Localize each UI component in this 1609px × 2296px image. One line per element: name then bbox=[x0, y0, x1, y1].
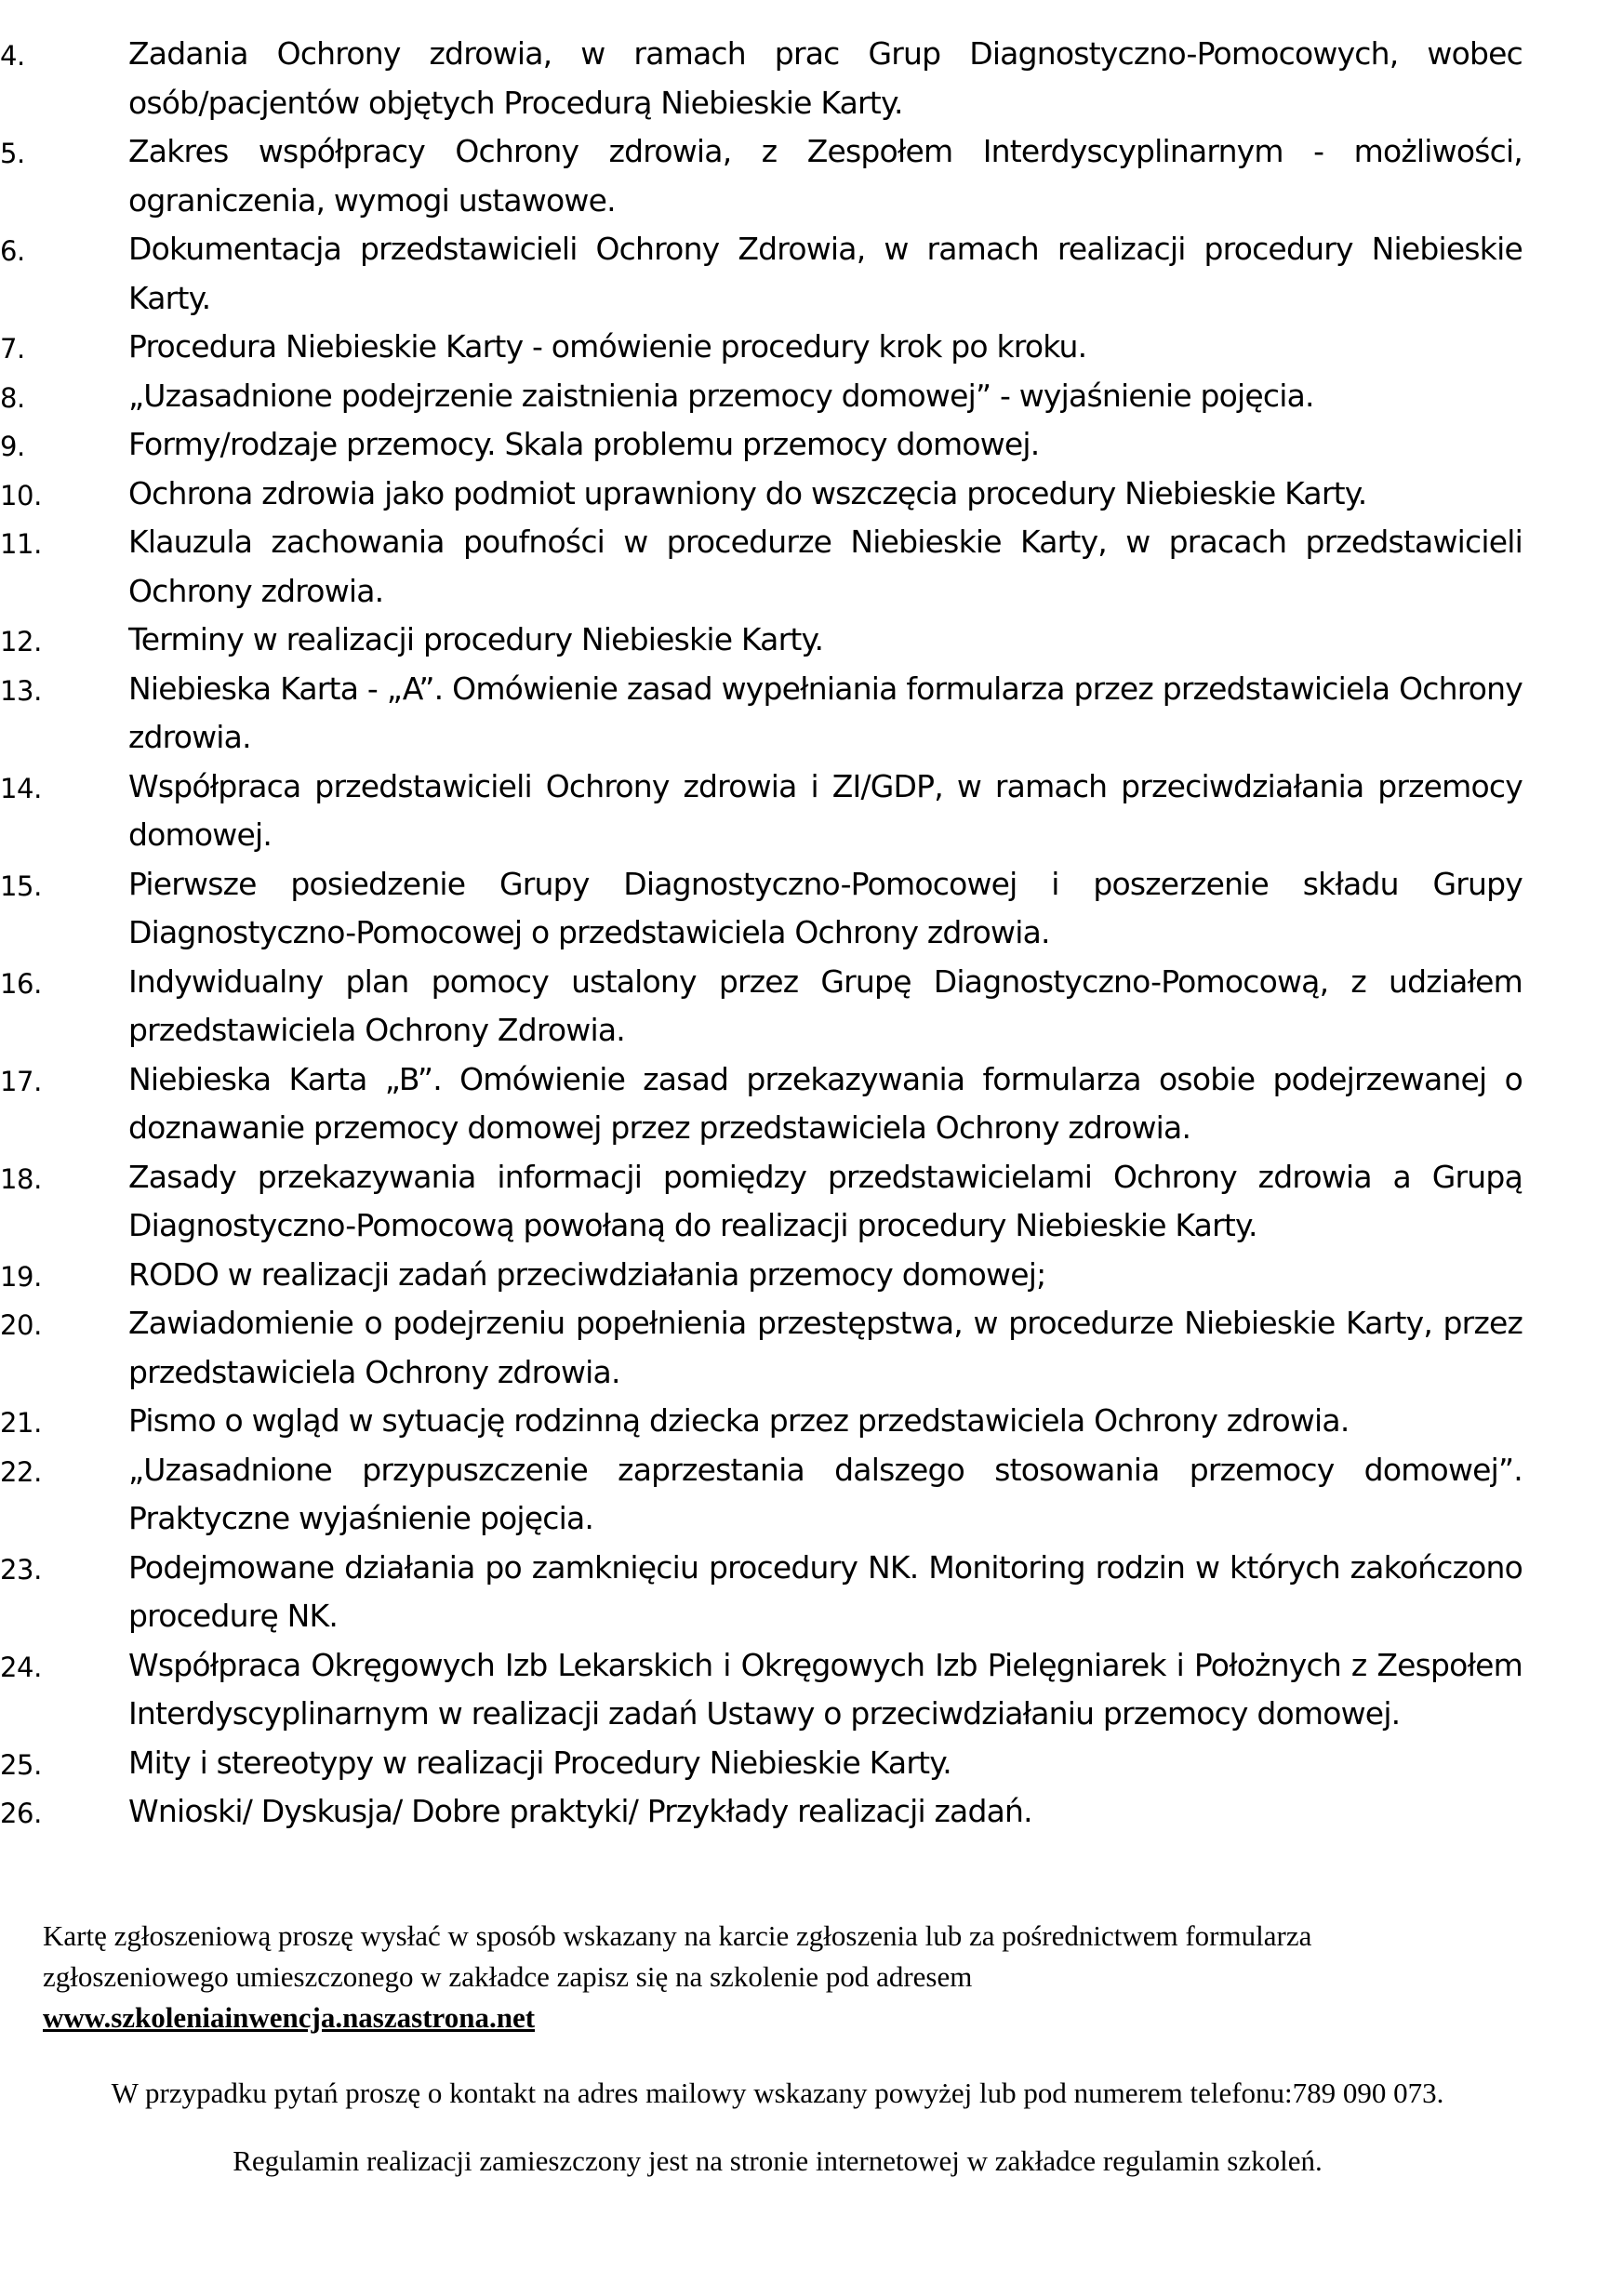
agenda-item bbox=[0, 1787, 1523, 1837]
agenda-item-text: Klauzula zachowania poufności w procedurze Niebieskie Karty, w pracach przedstawicieli Ochrony zdrowia. bbox=[128, 524, 1523, 609]
agenda-item bbox=[0, 763, 1523, 860]
agenda-item bbox=[0, 1641, 1523, 1739]
agenda-item-number: 4. bbox=[0, 40, 25, 72]
agenda-item bbox=[0, 1153, 1523, 1251]
agenda-item bbox=[0, 958, 1523, 1055]
agenda-item-text: Zakres współpracy Ochrony zdrowia, z Zespołem Interdyscyplinarnym - możliwości, ograniczenia, wymogi ustawowe. bbox=[128, 133, 1523, 219]
agenda-item-number: 10. bbox=[0, 479, 42, 511]
agenda-item-number: 8. bbox=[0, 381, 25, 414]
agenda-item bbox=[0, 30, 1523, 127]
agenda-item-text: Pierwsze posiedzenie Grupy Diagnostyczno-Pomocowej i poszerzenie składu Grupy Diagnostyczno-Pomocowej o przedstawiciela Ochrony zdrowia. bbox=[128, 865, 1523, 950]
agenda-item-number: 5. bbox=[0, 138, 25, 169]
agenda-item-text: Podejmowane działania po zamknięciu procedury NK. Monitoring rodzin w których zakończono procedurę NK. bbox=[128, 1548, 1523, 1634]
agenda-item-number: 21. bbox=[0, 1407, 42, 1439]
registration-text-line-1: Kartę zgłoszeniową proszę wysłać w sposób wskazany na karcie zgłoszenia lub za pośrednictwem formularza bbox=[43, 1919, 1312, 1952]
agenda-item bbox=[0, 420, 1523, 470]
agenda-item bbox=[0, 616, 1523, 665]
agenda-item bbox=[0, 1251, 1523, 1300]
agenda-item-number: 24. bbox=[0, 1651, 42, 1683]
agenda-item-text: Mity i stereotypy w realizacji Procedury Niebieskie Karty. bbox=[128, 1744, 951, 1781]
agenda-item-number: 6. bbox=[0, 235, 25, 267]
agenda-item-number: 11. bbox=[0, 528, 42, 560]
agenda-item bbox=[0, 323, 1523, 372]
agenda-item bbox=[0, 1739, 1523, 1788]
agenda-item-text: Terminy w realizacji procedury Niebieskie Karty. bbox=[128, 621, 824, 657]
agenda-item bbox=[0, 225, 1523, 323]
agenda-item-number: 9. bbox=[0, 431, 25, 462]
agenda-item-text: RODO w realizacji zadań przeciwdziałania przemocy domowej; bbox=[128, 1255, 1046, 1293]
agenda-item bbox=[0, 1397, 1523, 1446]
registration-text-line-2: zgłoszeniowego umieszczonego w zakładce zapisz się na szkolenie pod adresem bbox=[43, 1960, 973, 1993]
training-agenda-list bbox=[0, 30, 1609, 1837]
agenda-item-number: 12. bbox=[0, 626, 42, 657]
agenda-item bbox=[0, 665, 1523, 763]
agenda-item-number: 20. bbox=[0, 1309, 42, 1341]
agenda-item-number: 18. bbox=[0, 1162, 42, 1195]
agenda-item bbox=[0, 470, 1523, 519]
agenda-item-text: Ochrona zdrowia jako podmiot uprawniony do wszczęcia procedury Niebieskie Karty. bbox=[128, 474, 1367, 511]
agenda-item-text: Dokumentacja przedstawicieli Ochrony Zdrowia, w ramach realizacji procedury Niebieskie Karty. bbox=[128, 231, 1523, 316]
agenda-item-text: Niebieska Karta - „A”. Omówienie zasad wypełniania formularza przez przedstawiciela Ochrony zdrowia. bbox=[128, 670, 1523, 755]
agenda-item-number: 19. bbox=[0, 1260, 42, 1293]
agenda-item-text: „Uzasadnione przypuszczenie zaprzestania dalszego stosowania przemocy domowej”. Praktyczne wyjaśnienie pojęcia. bbox=[128, 1451, 1523, 1536]
agenda-item-number: 22. bbox=[0, 1455, 42, 1488]
agenda-item-text: Wnioski/ Dyskusja/ Dobre praktyki/ Przykłady realizacji zadań. bbox=[128, 1793, 1032, 1829]
agenda-item-number: 16. bbox=[0, 967, 42, 1000]
agenda-item-text: Procedura Niebieskie Karty - omówienie procedury krok po kroku. bbox=[128, 328, 1087, 365]
agenda-item-text: Indywidualny plan pomocy ustalony przez Grupę Diagnostyczno-Pomocową, z udziałem przedstawiciela Ochrony Zdrowia. bbox=[128, 962, 1523, 1048]
agenda-item bbox=[0, 860, 1523, 958]
agenda-item bbox=[0, 1299, 1523, 1397]
agenda-item-text: „Uzasadnione podejrzenie zaistnienia przemocy domowej” - wyjaśnienie pojęcia. bbox=[128, 377, 1314, 414]
agenda-item bbox=[0, 372, 1523, 421]
agenda-item-text: Zawiadomienie o podejrzeniu popełnienia przestępstwa, w procedurze Niebieskie Karty, przez przedstawiciela Ochrony zdrowia. bbox=[128, 1305, 1523, 1390]
agenda-item-number: 23. bbox=[0, 1553, 42, 1586]
agenda-item bbox=[0, 1055, 1523, 1153]
agenda-item-number: 15. bbox=[0, 869, 42, 902]
contact-info: W przypadku pytań proszę o kontakt na adres mailowy wskazany powyżej lub pod numerem telefonu:789 090 073. bbox=[111, 2077, 1444, 2109]
agenda-item bbox=[0, 1544, 1523, 1641]
agenda-item-number: 13. bbox=[0, 674, 42, 707]
agenda-item-text: Pismo o wgląd w sytuację rodzinną dziecka przez przedstawiciela Ochrony zdrowia. bbox=[128, 1402, 1350, 1439]
agenda-item-number: 14. bbox=[0, 772, 42, 804]
agenda-item bbox=[0, 518, 1523, 616]
agenda-item-text: Współpraca przedstawicieli Ochrony zdrowia i ZI/GDP, w ramach przeciwdziałania przemocy domowej. bbox=[128, 767, 1523, 853]
rules-info: Regulamin realizacji zamieszczony jest na stronie internetowej w zakładce regulamin szkoleń. bbox=[233, 2144, 1323, 2177]
agenda-item-number: 26. bbox=[0, 1798, 42, 1829]
agenda-item bbox=[0, 1446, 1523, 1544]
agenda-item-text: Zadania Ochrony zdrowia, w ramach prac Grup Diagnostyczno-Pomocowych, wobec osób/pacjentów objętych Procedurą Niebieskie Karty. bbox=[128, 35, 1523, 121]
agenda-item-number: 17. bbox=[0, 1065, 42, 1097]
agenda-item-text: Niebieska Karta „B”. Omówienie zasad przekazywania formularza osobie podejrzewanej o doznawanie przemocy domowej przez przedstawiciela Ochrony zdrowia. bbox=[128, 1060, 1523, 1146]
agenda-item-number: 25. bbox=[0, 1748, 42, 1781]
agenda-item bbox=[0, 127, 1523, 225]
agenda-item-text: Zasady przekazywania informacji pomiędzy przedstawicielami Ochrony zdrowia a Grupą Diagnostyczno-Pomocową powołaną do realizacji procedury Niebieskie Karty. bbox=[128, 1158, 1523, 1243]
agenda-item-text: Współpraca Okręgowych Izb Lekarskich i Okręgowych Izb Pielęgniarek i Położnych z Zespołem Interdyscyplinarnym w realizacji zadań Ustawy o przeciwdziałaniu przemocy domowej. bbox=[128, 1646, 1523, 1732]
website-link[interactable]: www.szkoleniainwencja.naszastrona.net bbox=[43, 2001, 536, 2034]
agenda-item-number: 7. bbox=[0, 333, 25, 365]
registration-info bbox=[43, 1916, 1531, 2038]
agenda-item-text: Formy/rodzaje przemocy. Skala problemu przemocy domowej. bbox=[128, 426, 1040, 462]
